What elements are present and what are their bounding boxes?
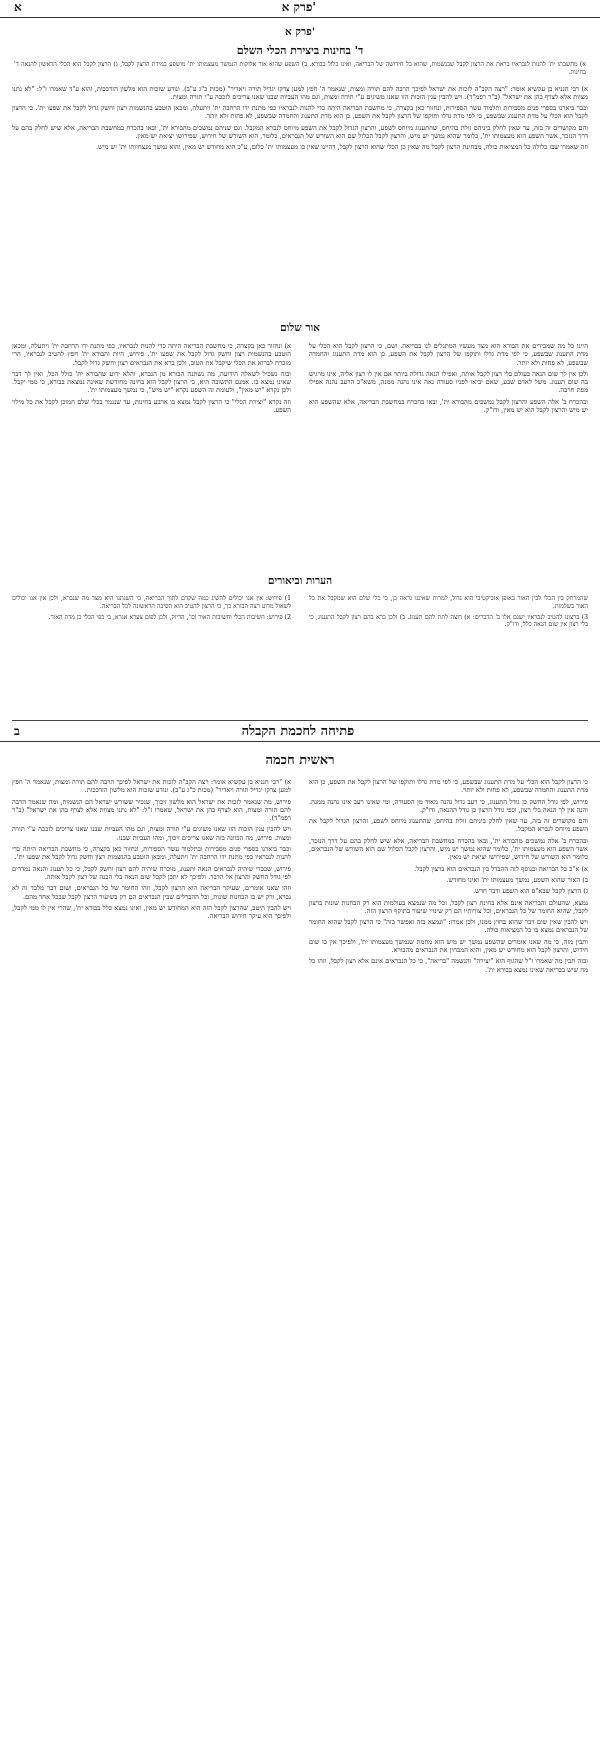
paragraph: ובזה תבין מה שאמרו ז"ל שהגוף הוא "יצירה" והנשמה "בריאה", כי כל הנבראים אינם אלא רצון לקבל, וזהו כל מה שיש בבריאה שאינו נמצא בבורא ית'. (309, 957, 588, 974)
page-one (0, 0, 600, 155)
page-two-columns (0, 778, 600, 977)
paragraph: פירוש, לפי גודל החשק כן גודל התענוג, כי רעב גדול נהנה מאוד מן הסעודה, ומי שאינו רעב אינו נהנה ממנה. והנה אין לך הנאה בלי רצון, וכפי גודל הרצון כן גודל ההנאה, ודו"ק. (309, 797, 588, 814)
chapter-heading (0, 26, 600, 57)
paragraph: א) ונחזור כאן בקצרה, כי מחשבת הבריאה היתה כדי להנות לנבראיו, כפי מתנת ידו הרחבה ית' ויתעלה, ומכאן הוטבע בהנשמות רצון וחשק גדול לקבל את שפעו ית'. פירוש, היות והבורא ית' חפץ להטיב לנבראיו, הרי מוכרח לברוא את הכלי שיקבל את הטוב, ולכן ברא את הנבראים רצון וחשק גדול לקבל. (12, 342, 291, 367)
right-column (12, 342, 291, 417)
note: 1) פירוש: אין אנו יכולים להשיג כמה שקדם לתוך הבריאה, כי השגתנו היא מצד מה שנברא, ולכן אין אנו יכולים לשאול מדוע רצה הבורא כך, כי הרצון להטיב הוא הסיבה הראשונה לכל הבריאה. (12, 595, 291, 610)
paragraph: פירוש, מה שנאמר לזכות את ישראל הוא מלשון זיכוך, שנכיר ששורש ישראל הם הנשמות, ומה שנאמר הרבה להם תורה ומצות, הוא לצרף בהן את ישראל, שאמרו ז"ל: "לא נתנו מצוות אלא לצרף בהן את ישראל" (ב"ר רפמ"ד). (12, 797, 291, 823)
page-two (0, 722, 600, 977)
section-title: ד' בחינות ביצירת הכלי השלם (236, 44, 364, 57)
page-divider (12, 720, 588, 721)
running-header (0, 722, 600, 742)
page-number: ב (14, 724, 20, 738)
paragraph: והם מקושרים זה בזה, עד שאין לחלק ביניהם זולת בהיחס, שהתענוג מיוחס לשפע, והרצון הגדול לקבל את השפע מיוחס לנברא המקבל. (309, 817, 588, 834)
section-title: ראשית חכמה (265, 753, 335, 768)
paragraph: פירוש, שבכדי שיהיה לנבראים הנאה ותענוג, מוכרח שיהיה להם רצון וחשק לקבל, כי כל תענוג והנאה נמדדים לפי גודל החשק והרצון אל הדבר. ולפיכך לא יתכן לקבל שום הנאה בלי הכנה של רצון לקבל אותה. (12, 864, 291, 881)
paragraph: א) רבי חנניא בן עקשיא אומר: "רצה הקב"ה לזכות את ישראל לפיכך הרבה להם תורה ומצות, שנאמר ה' חפץ למען צדקו יגדיל תורה ויאדיר" (מכות כ"ג ע"ב). ונודע שזכות הוא מלשון הזדככות, והוא ע"ד שאמרו ז"ל: "לא נתנו מצוות אלא לצרף בהן את ישראל" (ב"ר רפמ"ד). ויש להבין ענין הזכות הזו שאנו משיגים ע"י תורה ומצות, וגם מהו העביות שבנו שאנו צריכים לזככה ע"י תורה ומצות. (12, 84, 588, 101)
note: 3) ברצונו להטיב לנבראיו ישנם אלו ב' הדברים: א) רוצה לתת להם תענוג. ב) ולכן ברא בהם רצון לקבל התענוג, כי בלי רצון אין שום הנאה כלל, ודו"ק. (309, 613, 588, 629)
paragraph: וזהו שאנו אומרים, שעיקר הבריאה הוא הרצון לקבל, וזהו החומר של כל הנבראים, ושום דבר מלבד זה לא נברא, ורק יש בו הבחנות שונות, וכל ההבדלים שבין הנבראים הם רק בשיעור הרצון לקבל שבכל אחד מהם. (12, 884, 291, 901)
page-number: א (14, 0, 22, 14)
left-column (309, 342, 588, 417)
list-item: ב) האור שהוא השפע, נמשך מעצמותו ית' ואינו מחודש. (446, 875, 588, 884)
paragraph: ויש להבין היטב, שהרצון לקבל הזה הוא המחודש יש מאין, ואינו נמצא כלל בבורא ית', שהרי אין לו ממי לקבל, ולפיכך הוא עיקר חידוש הבריאה. (12, 903, 291, 921)
left-column (309, 778, 588, 977)
paragraph: ובהכרח ב' אלה נמשכים מהבורא ית', ובאו בהכרח במחשבת הבריאה, אלא שיש לחלק בהם על דרך הנזכר, אשר השפע הוא מעצמותו ית', כלומר שהוא נמשך יש מיש, והרצון לקבל הכלול שם הוא השורש של הנבראים, כלומר הוא השורש של חידוש, שפירושו יציאת יש מאין. (309, 836, 588, 862)
intro-note: א) מחשבתו ית' להנות לנבראיו בראת את הרצון לקבל שבנשמות, שהוא כל חידושה של הבריאה, ואינו כלול בבורא. ב) השפע שהוא אור אלוקות הנמשך מעצמותו ית' מושפע במידת הרצון לקבל, ג) הרצון לקבל הוא הכלי הראשון להנאה ד' בחינות. (14, 61, 586, 76)
paragraph: וזה נקרא "יצירת הכלי" כי הרצון לקבל נמצא בו ארבע בחינות, עד שנגמר בכלי שלם המוכן לקבל את כל מילוי השפע. (12, 397, 291, 415)
list-item: ג) הרצון לקבל שבא"ס הוא השפע ודבר חדש. (473, 887, 588, 896)
paragraph: ותבין מזה, כי מה שאנו אומרים שהשפע נמשך יש מיש הוא מחמת שנמשך מעצמותו ית', ולפיכך אין בו שום חידוש, והרצון לקבל הוא מחודש יש מאין, והוא המבחין את הנבראים מהבורא. (309, 937, 588, 955)
chapter-label: פרק א' (284, 26, 316, 38)
list-item: א) א"כ כל הבריאה ובנוסף לזה ההבדל בין הנבראים הוא ברצון לקבל. (414, 864, 588, 873)
paragraph: ובהכרח ב' אלה השפע והרצון לקבל נמשכים מהבורא ית', ובאו בהכרח במחשבת הבריאה, אלא שהשפע הוא יש מיש והרצון לקבל הוא יש מאין, ודו"ק. (309, 397, 588, 415)
or-shalom-columns (0, 342, 600, 417)
notes-columns (0, 595, 600, 632)
paragraph: ויש להבין ענין הזכות הזו שאנו משיגים ע"י תורה ומצות, וגם מהו העביות שבנו שאנו צריכים לזככה ע"י תורה ומצות. פירוש, מה הכוונה בזה שאנו צריכים זיכוך, ומהו העביות שבנו. (12, 825, 291, 842)
paragraph: ויש להבין שאין שום דבר שהוא בחוץ ממנו, ולכן אמרו: "ונמצא בזה ואפשר בזה" כי הרצון לקבל שהוא החומר של הנבראים נמצא בו כל המציאות כולה. (309, 918, 588, 935)
paragraph: והם מקושרים זה בזה, עד שאין לחלק ביניהם זולת בהיחס, שהתענוג מיוחס לשפע, והרצון הגדול לקבל את השפע מיוחס לנברא המקבל. וגם שניהם נמשכים מהבורא ית', ובאו בהכרח במחשבת הבריאה, אלא שיש לחלק בהם על דרך הנזכר, אשר השפע הוא מעצמותו ית', כלומר שהוא נמשך יש מיש, והרצון לקבל הכלול שם הוא השורש של הנבראים, כלומר, הוא השורש של חידוש, שפירושו יציאת יש מאין. (12, 123, 588, 141)
main-text (0, 79, 600, 152)
notes-title: הערות וביאורים (267, 575, 333, 587)
left-column (309, 595, 588, 632)
running-title: פרק א' (281, 0, 317, 14)
notes-section (0, 575, 600, 632)
paragraph: ולכן אין לך שום הנאה בעולם בלי רצון לקבל אותה, ואפילו הנאה גדולה ביותר אם אין לו רצון אליה, אינו מרגיש בה שום תענוג. משל לאדם שבע, שאם יביאו לפניו סעודה נאה אינו נהנה ממנה, משא"כ הרעב נהנה אפילו מפת חרבה. (309, 369, 588, 395)
paragraph: כי הרצון לקבל הוא הכלי על מדת התענוג שבשפע, כי לפי מדת גדלו ותוקפו של הרצון לקבל את השפע, כן הוא מדת התענוג והחמדה שבשפע, לא פחות ולא יותר. (309, 778, 588, 795)
running-title: פתיחה לחכמת הקבלה (241, 724, 355, 739)
paragraph: וכבר ביארנו בספרי פנים מסבירות ותלמוד עשר הספירות, ונחזור כאן בקצרה, כי מחשבת הבריאה היתה כדי להנות לנבראיו כפי מתנת ידו הרחבה ית' ויתעלה, ומכאן הוטבע בהנשמות רצון וחשק גדול לקבל את שפעו ית'. כי הרצון לקבל הוא הכלי על מדת התענוג שבשפע, כי לפי מדת גדלו ותוקפו של הרצון לקבל את השפע, כן הוא מדת התענוג והחמדה שבשפע, לא פחות ולא יותר. (12, 104, 588, 121)
paragraph: היינו כל מה שמכירים את הבורא הוא מצד מעשיו המתגלים לנו בבריאה. ושם, כי הרצון לקבל הוא הכלי על מדת התענוג שבשפע, כי לפי מדת גדלו ותוקפו של הרצון לקבל את השפע, כן הוא מדת התענוג והחמדה שבשפע, לא פחות ולא יותר. (309, 342, 588, 367)
note: שהמרחק בין הכלי לבין האור באופן אוביקטיבי הוא גדול, למרות שאיננו נראה כן, כי כלי שלם הוא שמקבל את כל האור בשלמות. (309, 595, 588, 610)
paragraph: א) "רבי חנניא בן עקשיא אומר: רצה הקב"ה לזכות את ישראל לפיכך הרבה להם תורה ומצות, שנאמר ה' חפץ למען צדקו יגדיל תורה ויאדיר" (מכות כ"ג ע"ב). ונודע שזכות הוא מלשון הזדככות. (12, 778, 291, 795)
running-header (0, 0, 600, 18)
paragraph: וזה שאמרו שבו כלולה כל המציאות כולה, מבחינת הרצון לקבל מה שאין כן הכלי שהוא הרצון לקבל, דהיינו שאין בו מעצמותו ית' כלום, ע"כ הוא מחודש יש מאין, והוא נמשך מנצחיותו ית' יש מיש. (96, 143, 588, 152)
note: 2) פירוש: חשיבות הכלי וחשיבות האור וכו', הדיוק, ולכן לפום צערא אגרא, כי כפי הכלי כן מדת האור. (48, 613, 291, 621)
right-column (12, 778, 291, 977)
paragraph: נמצא, שהעולם והבריאה אינם אלא בחינת רצון לקבל, וכל מה שנמצא בעולמות הוא רק הבחנות שונות ברצון לקבל, שהוא החומר של כל הנבראים, וכל צורותיו הם רק שינויי שיעור בתוקף הרצון הזה. (309, 898, 588, 915)
or-shalom-title: אור שלום (280, 322, 320, 334)
right-column (12, 595, 291, 632)
paragraph: ובזה נשכיל לשאלה הידועה, מה נשתנה הבורא מן הנברא, והלא ידוע שהבורא ית' כולל הכל, ואין לך דבר שאינו נמצא בו. אמנם התשובה היא, כי הרצון לקבל הוא בחינה מחודשת שאינה נמצאת בבורא, כי ממי יקבל. ולכן נקרא "יש מאין", ולעומת זה השפע נקרא "יש מיש", כי נמשך מעצמותו ית'. (12, 369, 291, 395)
or-shalom-section (0, 322, 600, 417)
paragraph: וכבר ביארנו בספרי פנים מסבירות ובתלמוד עשר הספירות, ונחזור כאן בקצרה, כי מחשבת הבריאה היתה כדי להנות לנבראיו כפי מתנת ידו הרחבה ית' ויתעלה, ומכאן הוטבע בהנשמות רצון וחשק גדול לקבל את שפעו ית'. (12, 845, 291, 862)
